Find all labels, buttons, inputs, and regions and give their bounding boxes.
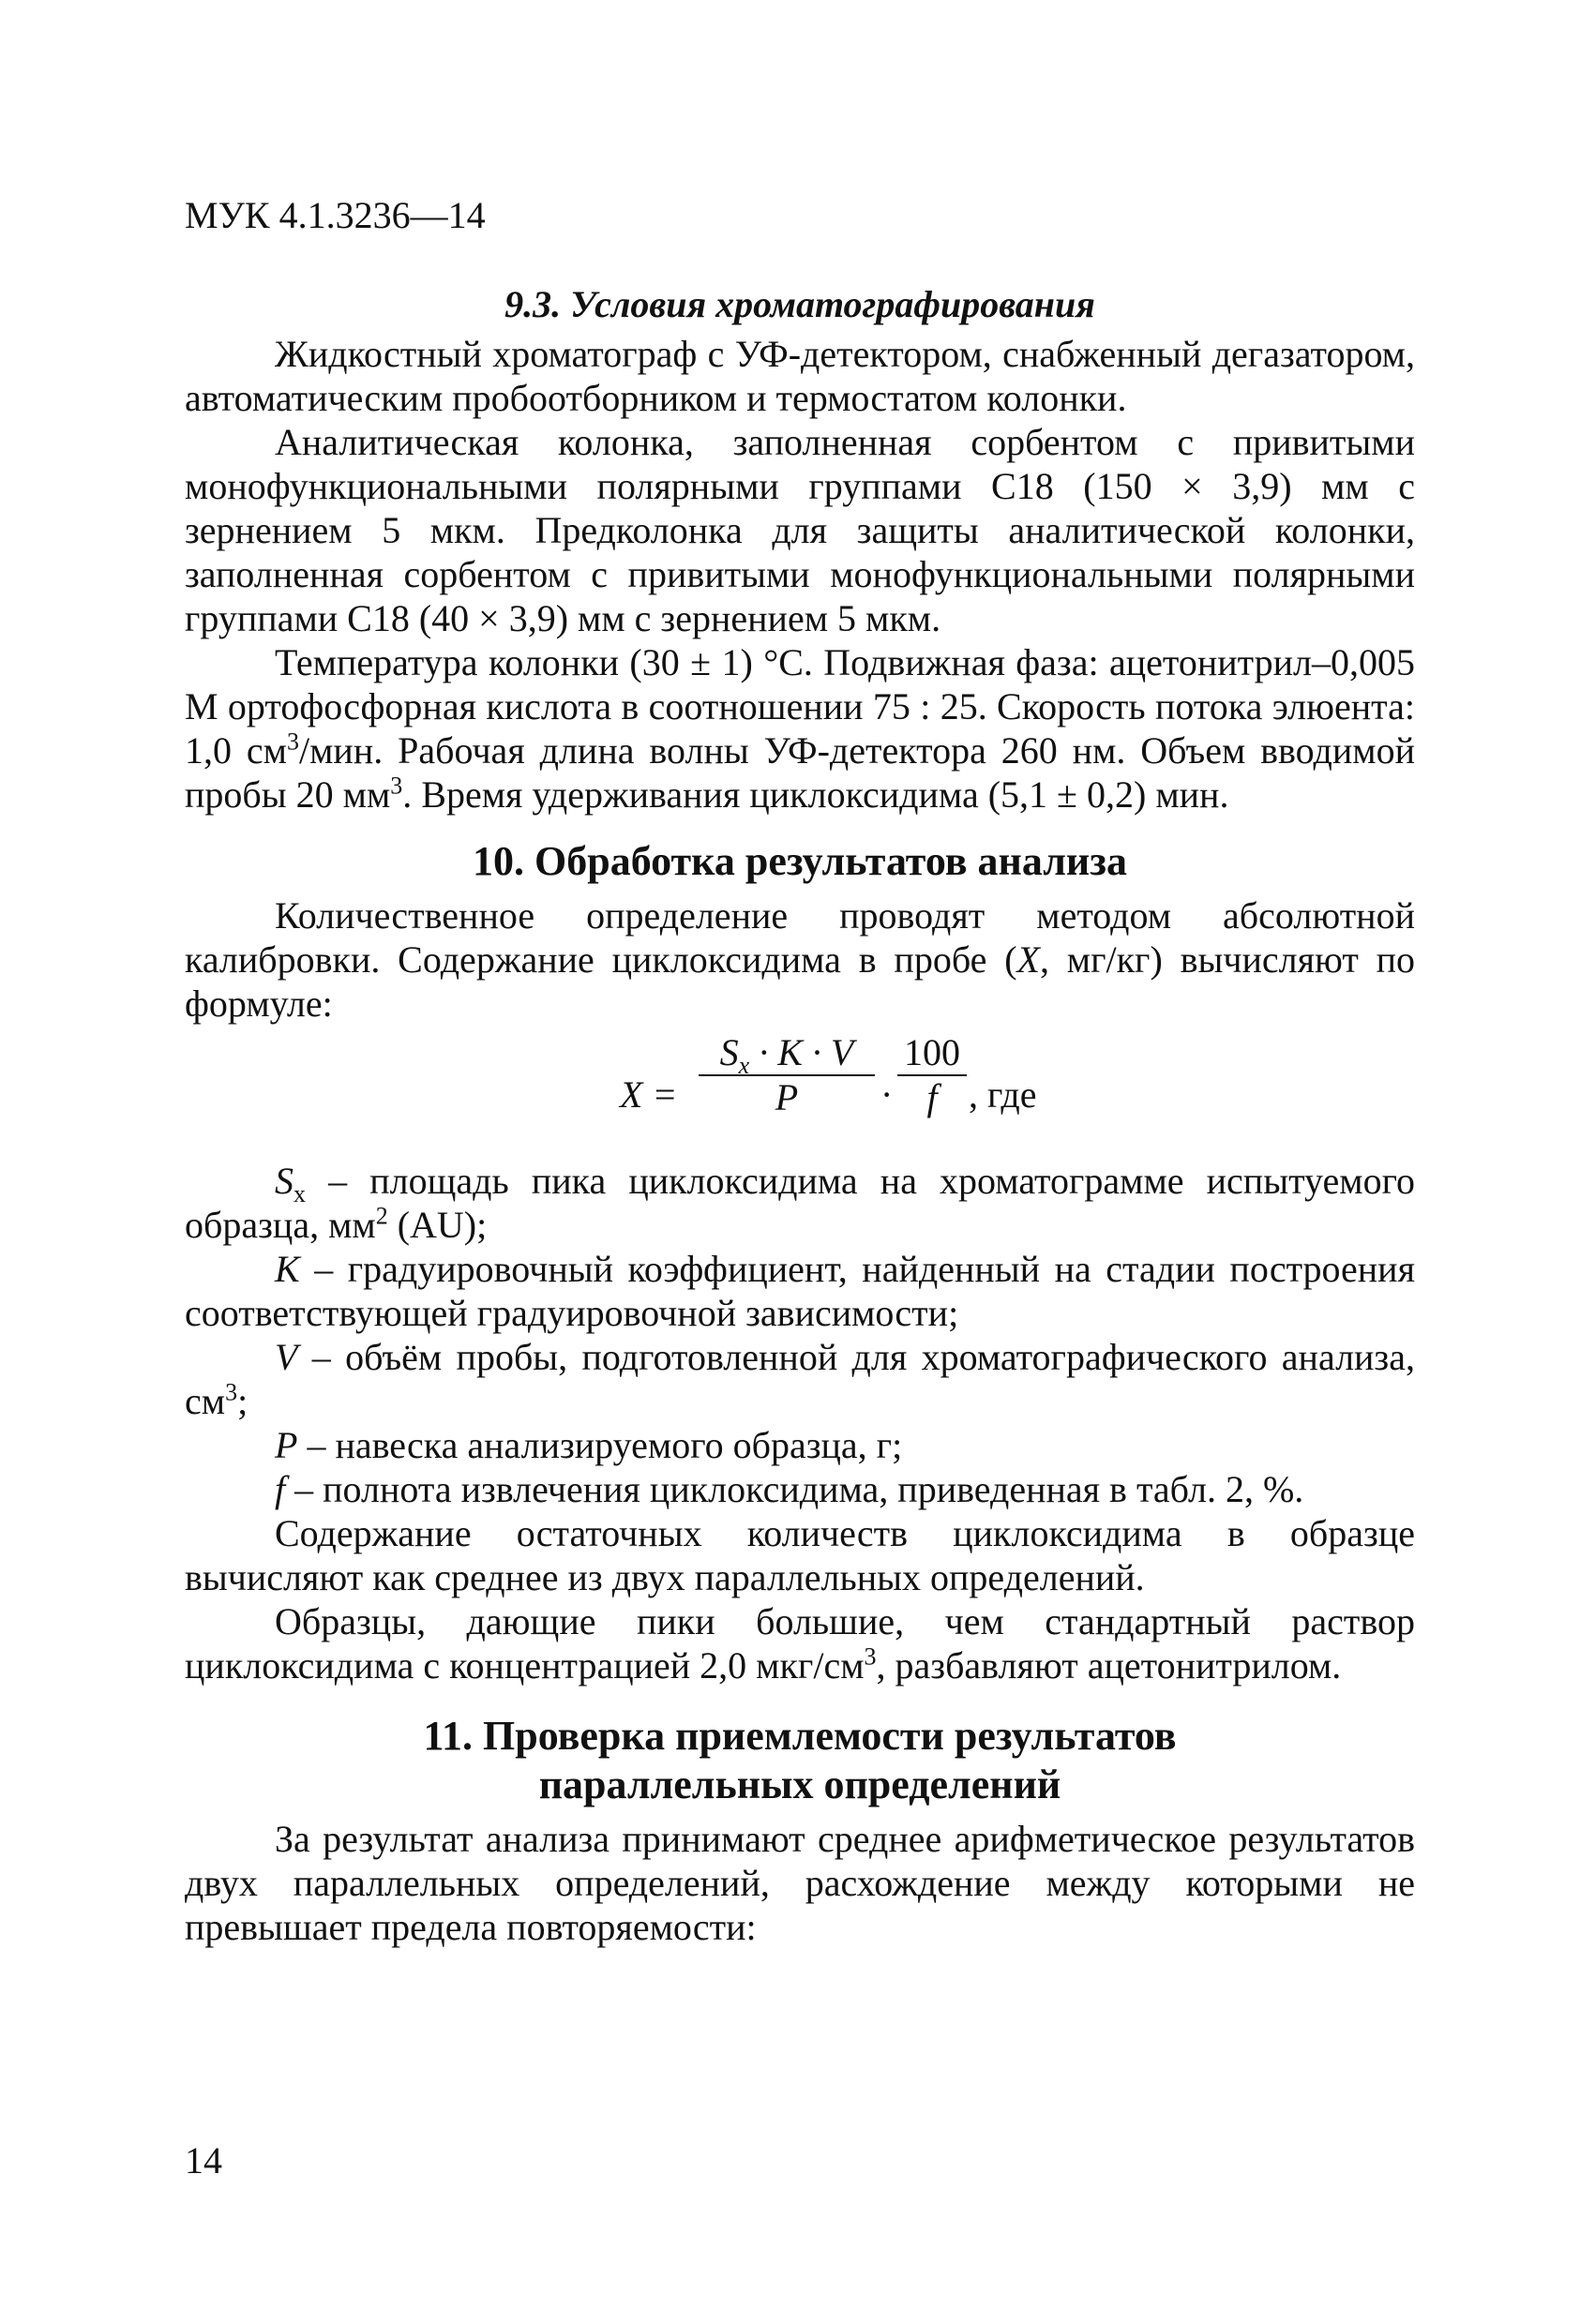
definition-v <box>185 1335 1415 1423</box>
dilution-text-b: , разбавляют ацетонитрилом. <box>876 1644 1342 1687</box>
formula-subscript-x: x <box>738 1052 750 1079</box>
def-text: – площадь пика циклоксидима на хроматограмме испытуемого образца, мм <box>185 1160 1415 1246</box>
def-text: – градуировочный коэффициент, найденный на стадии построения соответствующей градуировочной зависимости; <box>185 1248 1415 1334</box>
superscript: 3 <box>390 772 403 800</box>
formula-dot: · <box>880 1073 894 1116</box>
definitions-list <box>185 1159 1415 1511</box>
page-number: 14 <box>185 2139 222 2182</box>
formula-lhs: X = <box>620 1073 678 1116</box>
definition-k <box>185 1247 1415 1335</box>
calibration-text-a: Количественное определение проводят методом абсолютной калибровки. Содержание циклоксидима в пробе ( <box>185 894 1415 981</box>
def-text-end: ; <box>237 1380 248 1422</box>
def-text: – объём пробы, подготовленной для хроматографического анализа, см <box>185 1336 1415 1422</box>
subsection-title-9-3: 9.3. Условия хроматографирования <box>504 283 1095 325</box>
paragraph-column: Аналитическая колонка, заполненная сорбентом с привитыми монофункциональными полярными группами С18 (150 × 3,9) мм с зернением 5 мкм. Предколонка для защиты аналитической колонки, заполненная сорбентом с привитыми монофункциональными полярными группами С18 (40 × 3,9) мм с зернением 5 мкм. <box>185 421 1415 639</box>
formula-numerator-2: 100 <box>904 1031 960 1073</box>
formula-s: S <box>719 1031 739 1073</box>
def-symbol: K <box>275 1248 300 1290</box>
formula-suffix: , где <box>969 1073 1037 1116</box>
calibration-text-b: , мг/кг) вычисляют по формуле: <box>185 938 1416 1025</box>
formula-denominator-2: f <box>926 1076 938 1118</box>
conditions-text-b: /мин. Рабочая длина волны УФ-детектора 260 нм. Объем вводимой пробы 20 мм <box>185 729 1415 816</box>
formula <box>185 1031 1415 1147</box>
def-text-end: (AU); <box>387 1204 488 1246</box>
definition-sx <box>185 1159 1415 1247</box>
section-title-11-line-2: параллельных определений <box>538 1762 1061 1807</box>
def-superscript: 2 <box>375 1202 388 1230</box>
definition-f <box>185 1467 1415 1511</box>
def-subscript: x <box>293 1180 306 1207</box>
formula-fraction-2 <box>897 1031 967 1119</box>
def-text: – полнота извлечения циклоксидима, приведенная в табл. 2, %. <box>285 1468 1304 1510</box>
formula-denominator-1: P <box>775 1076 799 1118</box>
def-symbol: P <box>275 1424 298 1466</box>
def-symbol: S <box>275 1160 293 1202</box>
conditions-text-c: . Время удерживания циклоксидима (5,1 ± 0,2) мин. <box>402 773 1229 816</box>
superscript: 3 <box>864 1642 877 1671</box>
section-title-11 <box>185 1712 1415 1809</box>
conditions-text-a: Температура колонки (30 ± 1) °С. Подвижная фаза: ацетонитрил–0,005 М ортофосфорная кислота в соотношении 75 : 25. Скорость потока элюента: 1,0 см <box>185 641 1415 772</box>
paragraph-residual-content: Содержание остаточных количеств циклоксидима в образце вычисляют как среднее из двух параллельных определений. <box>185 1512 1415 1598</box>
formula-kv: · K · V <box>749 1031 854 1073</box>
def-symbol: V <box>275 1336 298 1378</box>
paragraph-dilution <box>185 1599 1415 1687</box>
variable-x: X <box>1016 938 1040 981</box>
def-superscript: 3 <box>225 1378 238 1406</box>
dilution-text-a: Образцы, дающие пики большие, чем стандартный раствор циклоксидима с концентрацией 2,0 мкг/см <box>185 1600 1415 1687</box>
section-title-11-line-1: 11. Проверка приемлемости результатов <box>423 1713 1177 1759</box>
paragraph-chromatograph: Жидкостный хроматограф с УФ-детектором, снабженный дегазатором, автоматическим пробоотборником и термостатом колонки. <box>185 333 1415 419</box>
definition-p <box>185 1423 1415 1467</box>
paragraph-acceptance: За результат анализа принимают среднее арифметическое результатов двух параллельных определений, расхождение между которыми не превышает предела повторяемости: <box>185 1818 1415 1948</box>
def-text: – навеска анализируемого образца, г; <box>297 1424 903 1466</box>
page-content <box>185 281 1415 1949</box>
def-symbol: f <box>275 1468 286 1510</box>
formula-numerator-1 <box>699 1031 875 1079</box>
document-code-header: МУК 4.1.3236—14 <box>185 194 486 236</box>
paragraph-conditions <box>185 640 1415 817</box>
section-title-10: 10. Обработка результатов анализа <box>473 838 1127 884</box>
formula-fraction-1 <box>699 1031 875 1119</box>
superscript: 3 <box>286 727 299 756</box>
paragraph-calibration <box>185 893 1415 1026</box>
